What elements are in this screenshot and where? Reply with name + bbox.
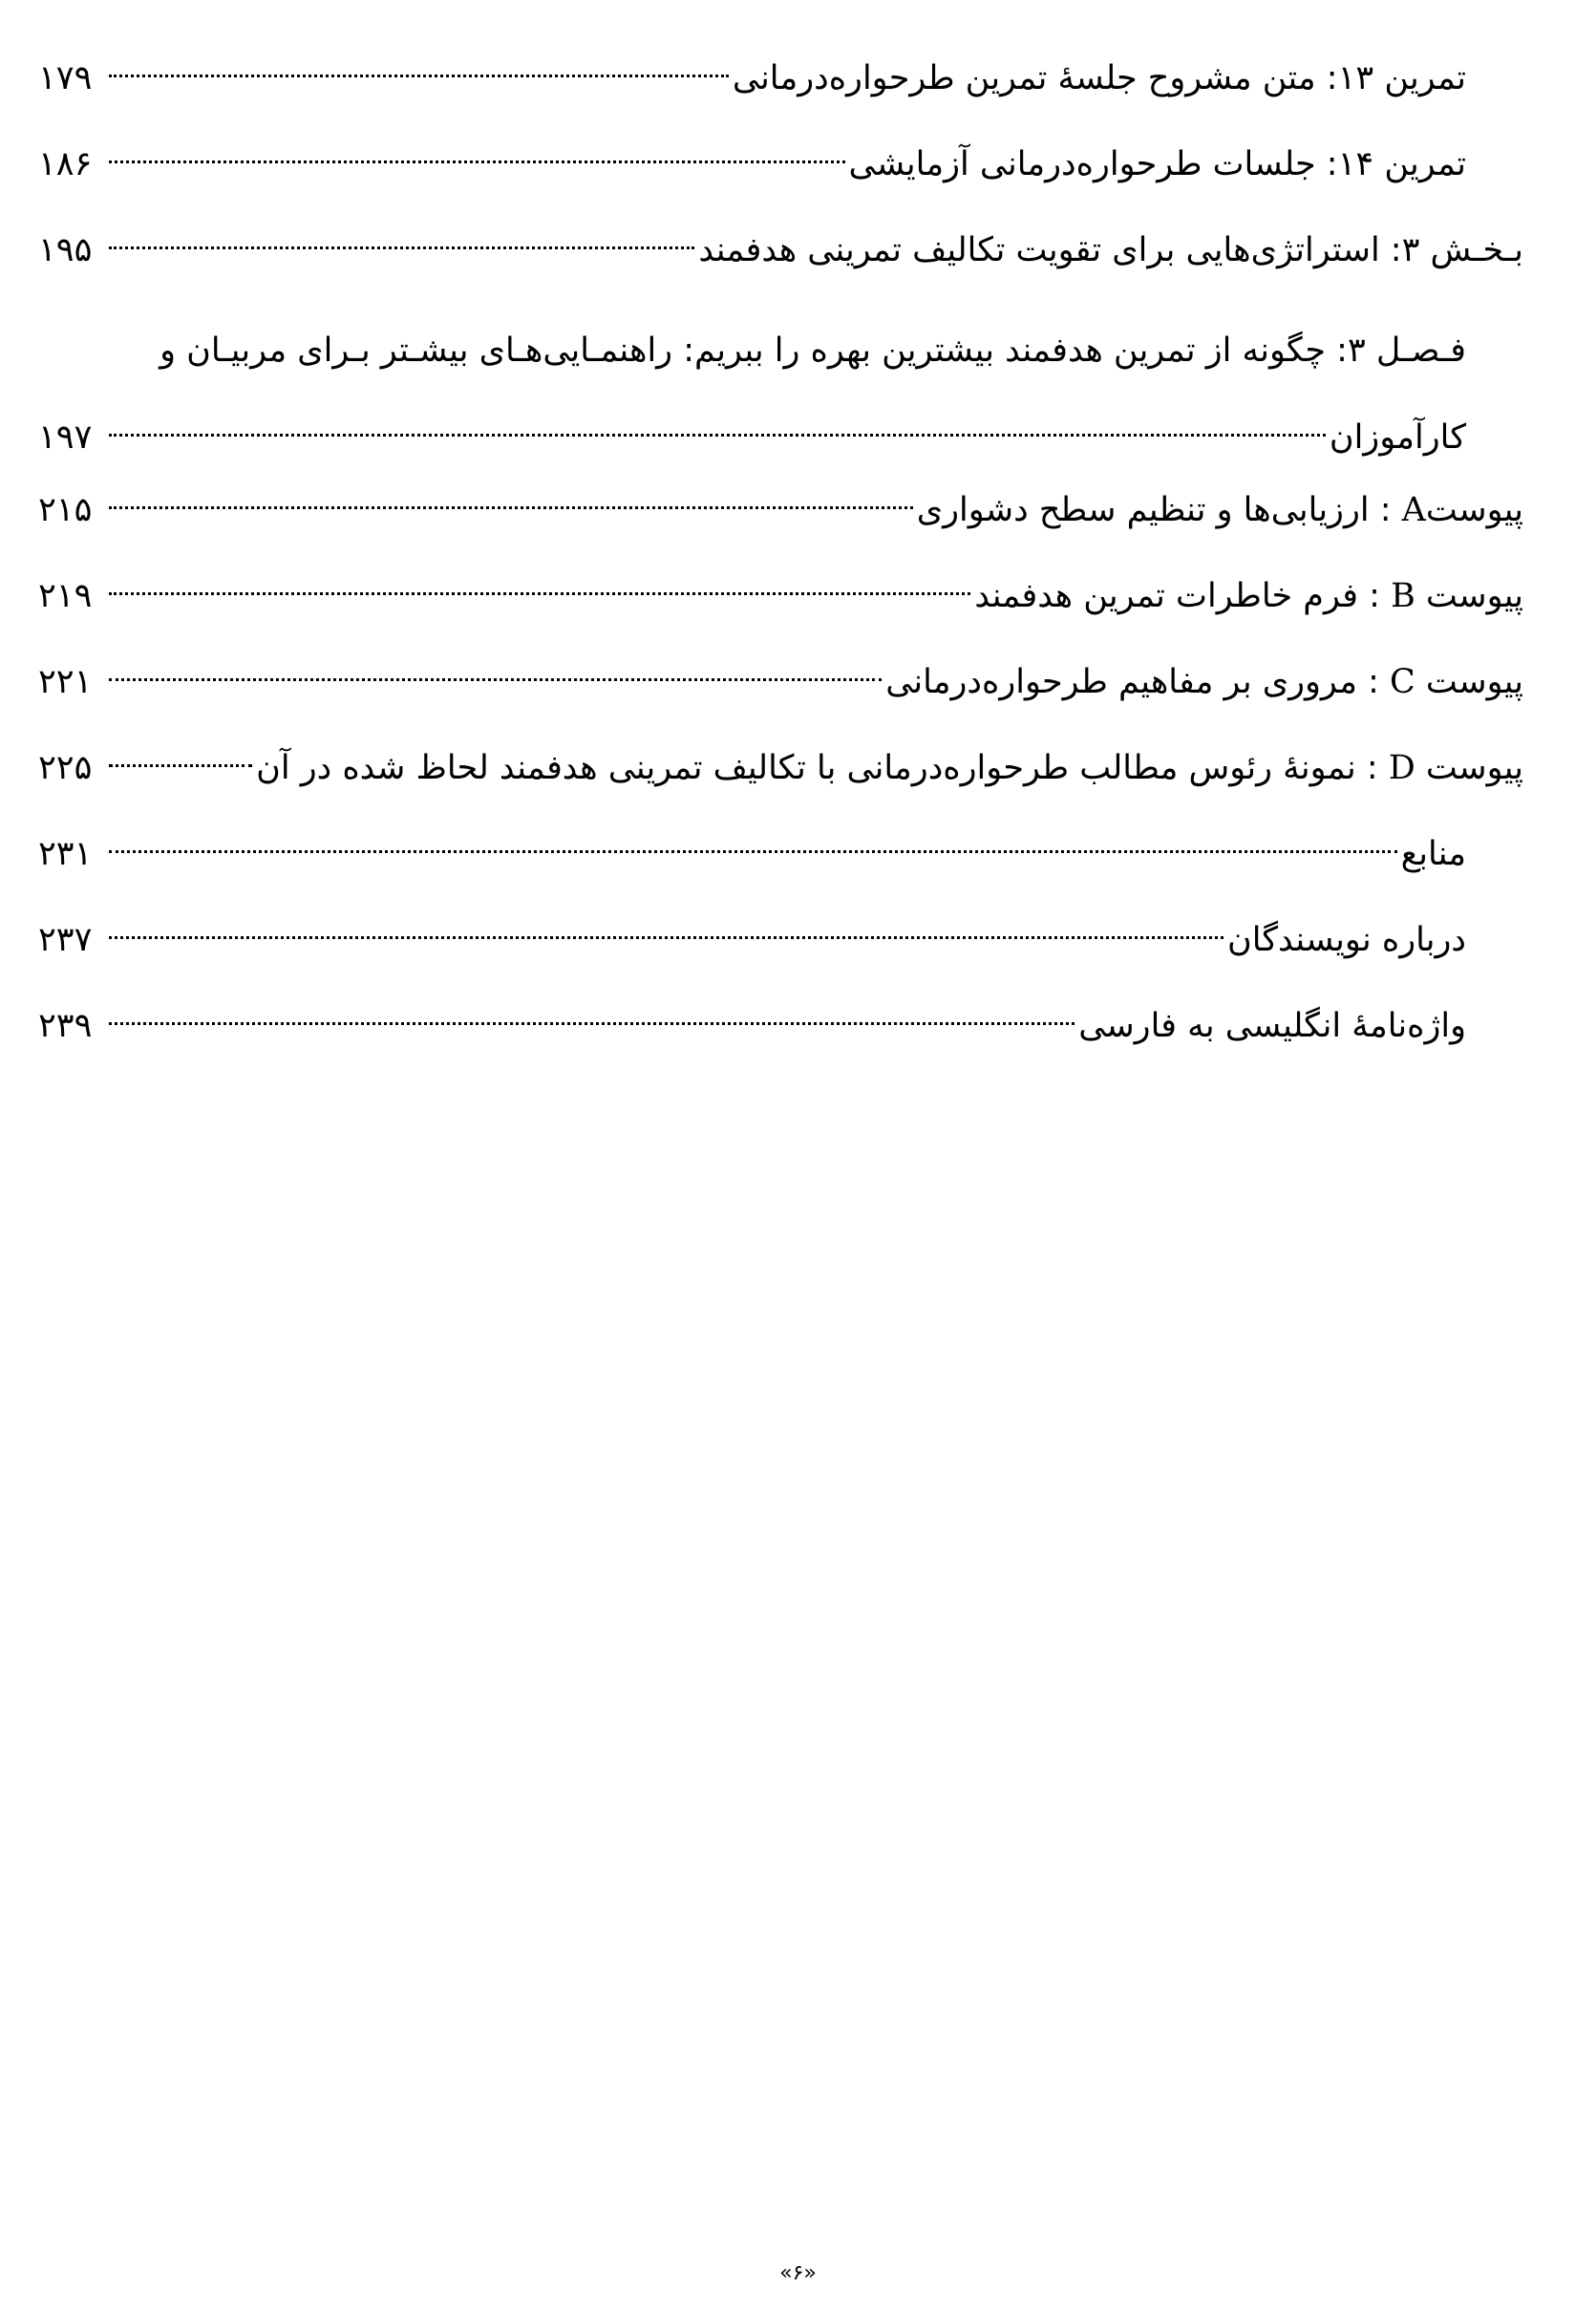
- toc-entry-page: ۱۸۶: [38, 145, 93, 183]
- dot-leader: [109, 160, 845, 163]
- toc-entry-page: ۲۱۹: [38, 577, 93, 615]
- toc-entry-chapter-3[interactable]: [38, 308, 1523, 481]
- toc-entry-page: ۲۲۵: [38, 749, 93, 787]
- toc-entry-title: تمرین ۱۴: جلسات طرحواره‌درمانی آزمایشی: [848, 145, 1466, 183]
- appendix-letter: C: [1390, 663, 1415, 701]
- table-of-contents: [38, 50, 1523, 1083]
- toc-entry-appendix-b[interactable]: [38, 567, 1523, 653]
- toc-entry-appendix-a[interactable]: [38, 481, 1523, 567]
- dot-leader: [109, 1022, 1075, 1025]
- toc-entry-page: ۲۱۵: [38, 491, 93, 529]
- toc-entry-page: ۲۳۱: [38, 835, 93, 873]
- dot-leader: [109, 506, 913, 509]
- toc-entry-glossary[interactable]: [38, 997, 1523, 1083]
- toc-entry-title: تمرین ۱۳: متن مشروح جلسۀ تمرین طرحواره‌درمانی: [732, 59, 1466, 97]
- toc-entry-page: ۱۷۹: [38, 59, 93, 97]
- toc-entry-references[interactable]: [38, 825, 1523, 911]
- toc-entry-part-3[interactable]: [38, 222, 1523, 308]
- dot-leader: [109, 936, 1224, 939]
- toc-entry-page: ۲۳۹: [38, 1007, 93, 1045]
- toc-entry-exercise-14[interactable]: [38, 136, 1523, 222]
- dot-leader: [109, 850, 1397, 853]
- toc-entry-page: ۲۲۱: [38, 663, 93, 701]
- toc-entry-title-line2: کارآموزان: [1329, 418, 1466, 457]
- toc-entry-page: ۱۹۷: [38, 418, 93, 457]
- dot-leader: [109, 434, 1326, 437]
- toc-entry-page: ۲۳۷: [38, 921, 93, 959]
- dot-leader: [109, 764, 252, 767]
- toc-entry-title-line1: فـصـل ۳: چگونه از تمرین هدفمند بیشترین بهره را ببریم: راهنمـایی‌هـای بیشـتر بـرای مربیـان و: [160, 331, 1466, 370]
- page-number: «۶»: [779, 2261, 817, 2285]
- toc-entry-title: بـخـش ۳: استراتژی‌هایی برای تقویت تکالیف تمرینی هدفمند: [698, 231, 1523, 269]
- toc-entry-title: : فرم خاطرات تمرین هدفمند: [974, 577, 1392, 615]
- toc-entry-page: ۱۹۵: [38, 231, 93, 269]
- toc-entry-title: : نمونۀ رئوس مطالب طرحواره‌درمانی با تکالیف تمرینی هدفمند لحاظ شده در آن: [256, 749, 1389, 787]
- toc-entry-title: درباره نویسندگان: [1226, 921, 1466, 959]
- appendix-letter: A: [1401, 491, 1426, 529]
- appendix-prefix: پیوست: [1415, 663, 1523, 701]
- toc-entry-about-authors[interactable]: [38, 911, 1523, 997]
- toc-entry-title: : ارزیابی‌ها و تنظیم سطح دشواری: [916, 491, 1402, 529]
- toc-entry-title: منابع: [1400, 835, 1466, 873]
- toc-entry-exercise-13[interactable]: [38, 50, 1523, 136]
- dot-leader: [109, 75, 729, 77]
- appendix-letter: D: [1388, 749, 1415, 787]
- appendix-letter: B: [1391, 577, 1415, 615]
- appendix-prefix: پیوست: [1415, 577, 1523, 615]
- toc-entry-appendix-d[interactable]: [38, 739, 1523, 825]
- dot-leader: [109, 592, 970, 595]
- toc-entry-title: : مروری بر مفاهیم طرحواره‌درمانی: [885, 663, 1391, 701]
- toc-entry-title: واژه‌نامۀ انگلیسی به فارسی: [1078, 1007, 1466, 1045]
- appendix-prefix: پیوست: [1415, 749, 1523, 787]
- dot-leader: [109, 246, 694, 249]
- appendix-prefix: پیوست: [1425, 491, 1523, 529]
- toc-entry-appendix-c[interactable]: [38, 653, 1523, 739]
- dot-leader: [109, 678, 882, 681]
